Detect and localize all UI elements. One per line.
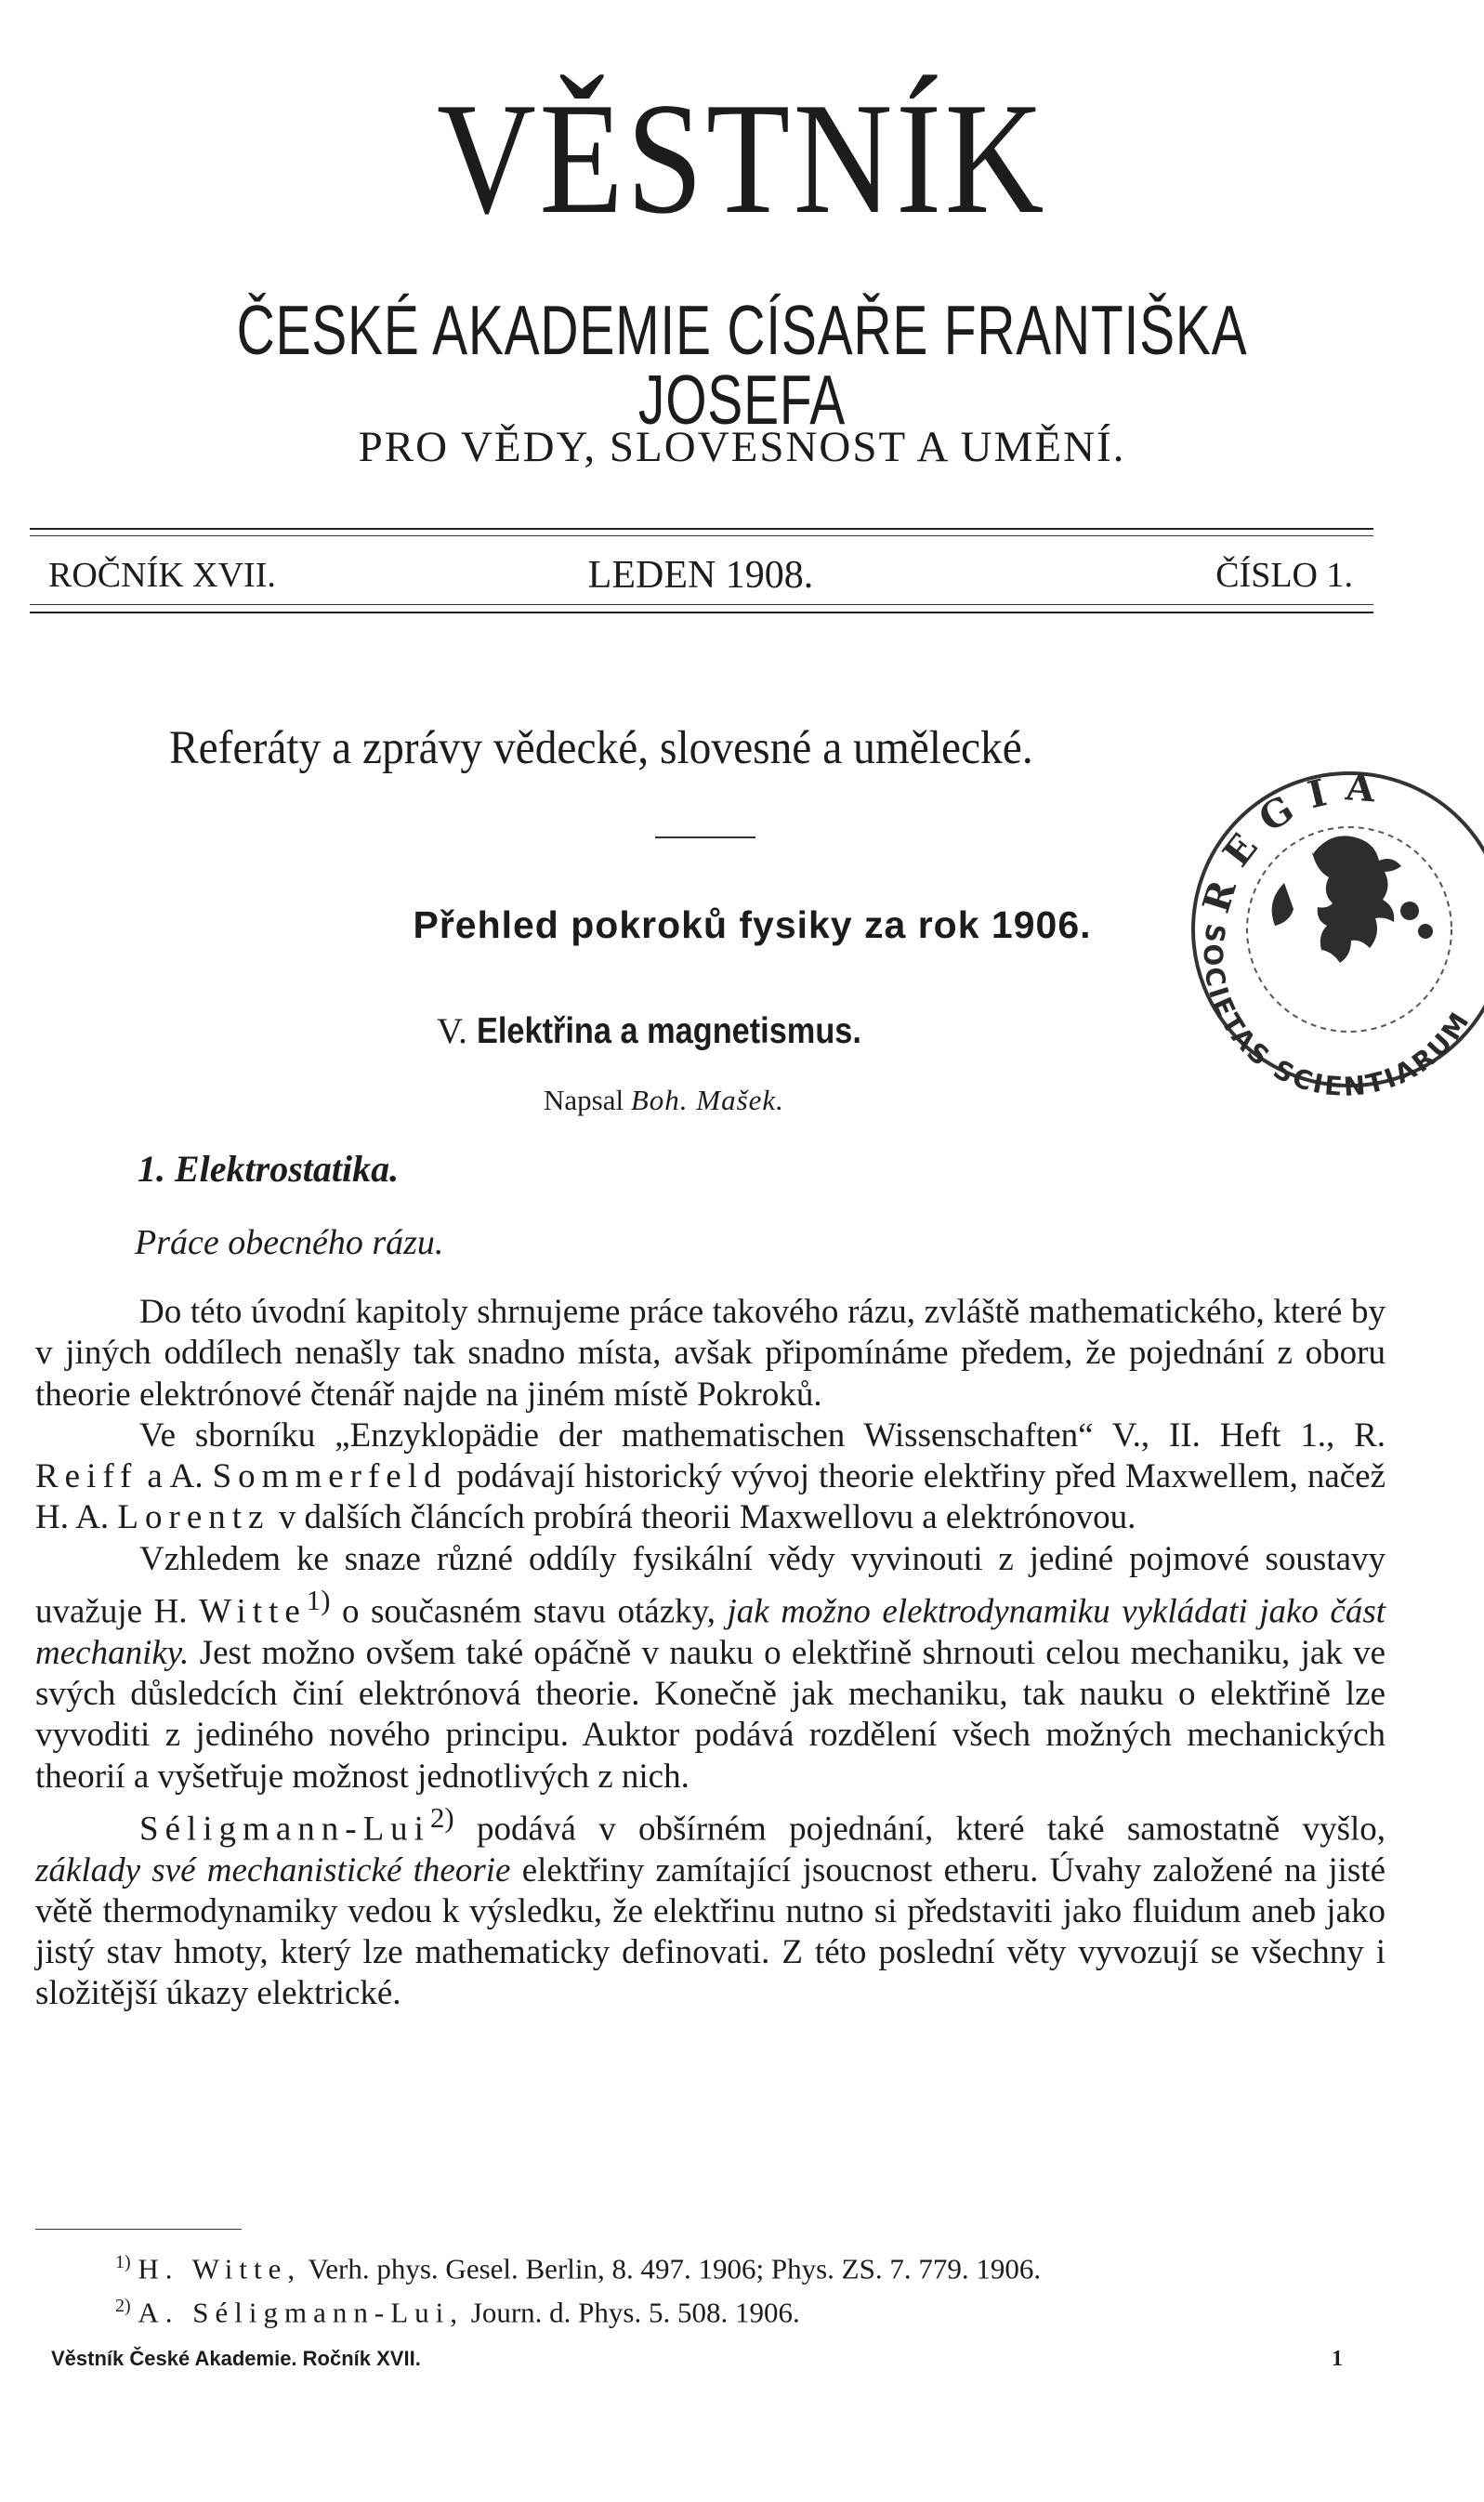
paragraph-text: a A. [147, 1457, 204, 1496]
author-name: Boh. Mašek. [630, 1084, 784, 1116]
emphasis: jak možno elektrodynamiku vykládati jako část mechaniky. [35, 1592, 1386, 1672]
stamp-graphic [1173, 725, 1484, 1115]
footnote-author: A. Séligmann-Lui, [138, 2296, 465, 2329]
paragraph [35, 1416, 1386, 1539]
header-rule-top [30, 528, 1373, 530]
author-seligmann: Séligmann-Lui [139, 1810, 430, 1849]
section-heading: Referáty a zprávy vědecké, slovesné a umělecké. [169, 722, 1033, 774]
footnote-rule [35, 2229, 242, 2230]
footnote-text: Journ. d. Phys. 5. 508. 1906. [470, 2296, 800, 2329]
paragraph [35, 1797, 1386, 2015]
paragraph-text: v dalších článcích probírá theorii Maxwellovu a elektrónovou. [278, 1498, 1136, 1537]
library-stamp [1173, 725, 1484, 1115]
footnote-ref-number: 2 [429, 1801, 445, 1834]
paragraph-text: Jest možno ovšem také opáčně v nauku o elektřině shrnouti celou mechaniku, jak ve svých důsledcích činí elektrónová theorie. Konečně jak mechaniku, tak nauku o elektřině lze vyvoditi z jediného nového principu. Auktor podává rozdělení všech možných mechanických theorií a vyšetřuje možnost jednotlivých z nich. [35, 1633, 1386, 1796]
author-lorentz: Lorentz [117, 1498, 270, 1537]
paragraph-text: podávají historický vývoj theorie elektřiny před Maxwellem, načež H. A. [35, 1457, 1386, 1537]
divider [655, 836, 755, 838]
footnote-mark: 1) [115, 2252, 131, 2272]
article-title: Přehled pokroků fysiky za rok 1906. [413, 903, 1092, 946]
subsection-title: Elektrostatika. [175, 1148, 400, 1190]
paragraph-text: elektřiny zamítající jsoucnost etheru. Úvahy založené na jisté větě thermodynamiky vedou k výsledku, že elektřinu nutno si představiti jako fluidum aneb jako jistý stav hmoty, který lze mathematicky definovati. Z této poslední věty vyvozují se všechny i složitější úkazy elektrické. [35, 1850, 1386, 2013]
author-reiff: Reiff [35, 1457, 138, 1496]
paragraph-text: podává v obšírném pojednání, které také samostatně vyšlo, [477, 1810, 1386, 1849]
issue-info [48, 552, 1353, 599]
subsubsection-heading: Práce obecného rázu. [135, 1223, 444, 1262]
emphasis: základy své mechanistické theorie [35, 1850, 511, 1890]
footnote [35, 2244, 1390, 2287]
masthead-subtitle: ČESKÉ AKADEMIE CÍSAŘE FRANTIŠKA JOSEFA [236, 291, 1248, 439]
stamp-bottom-textpath: SOCIETAS SCIENTIARUM [1197, 921, 1477, 1103]
paragraph-text: o současném stavu otázky, [342, 1592, 716, 1631]
byline [544, 1086, 784, 1114]
subsection-heading [138, 1148, 400, 1190]
paragraph [35, 1292, 1386, 1416]
header-rule-bottom [30, 612, 1373, 613]
volume-label: ROČNÍK XVII. [48, 556, 276, 595]
page-number: 1 [1332, 2347, 1343, 2371]
page-footer [51, 2344, 1343, 2374]
issue-date: LEDEN 1908. [587, 554, 814, 597]
footnotes [35, 2244, 1390, 2332]
footnote-text: Verh. phys. Gesel. Berlin, 8. 497. 1906; Phys. ZS. 7. 779. 1906. [308, 2252, 1042, 2285]
paragraph [35, 1539, 1386, 1797]
article-body [35, 1292, 1386, 2015]
masthead-subtitle-2: PRO VĚDY, SLOVESNOST A UMĚNÍ. [358, 423, 1126, 471]
author-sommerfeld: Sommerfeld [212, 1457, 448, 1496]
paragraph-text: Do této úvodní kapitoly shrnujeme práce takového rázu, zvláště mathematického, které by v jiných oddílech nenašly tak snadno místa, avšak připomínáme předem, že pojednání z oboru theorie elektrónové čtenář najde na jiném místě Pokroků. [35, 1293, 1386, 1414]
footnote-ref: 2) [429, 1801, 454, 1834]
chapter-title [437, 1013, 913, 1049]
footnote-ref-number: 1 [306, 1585, 322, 1617]
byline-prefix: Napsal [544, 1084, 624, 1116]
paragraph-text: Vzhledem ke snaze různé oddíly fysikální vědy vyvinouti z jediné pojmové soustavy uvažuje H. [35, 1539, 1386, 1631]
footnote [35, 2287, 1390, 2331]
footnote-mark: 2) [115, 2296, 131, 2317]
subsection-number: 1. [138, 1148, 165, 1190]
author-witte: Witte [199, 1592, 307, 1631]
issue-number: ČÍSLO 1. [1215, 556, 1353, 595]
chapter-name: Elektřina a magnetismus. [476, 1011, 861, 1051]
footnote-author: H. Witte, [138, 2252, 302, 2285]
footer-journal: Věstník České Akademie. Ročník XVII. [51, 2347, 421, 2370]
masthead-title: VĚSTNÍK [437, 71, 1047, 247]
stamp-top-textpath: REGIA [1194, 765, 1393, 918]
paragraph-text: Ve sborníku „Enzyklopädie der mathematischen Wissenschaften“ V., II. Heft 1., R. [139, 1416, 1386, 1455]
header-rule-bottom-thin [30, 604, 1373, 605]
header-rule-top-thin [30, 535, 1373, 536]
chapter-number: V. [437, 1011, 467, 1051]
footnote-mark-number: 2 [115, 2296, 125, 2317]
footnote-mark-number: 1 [115, 2252, 125, 2272]
lion-emblem-icon [1272, 836, 1433, 963]
footnote-ref: 1) [306, 1585, 331, 1617]
